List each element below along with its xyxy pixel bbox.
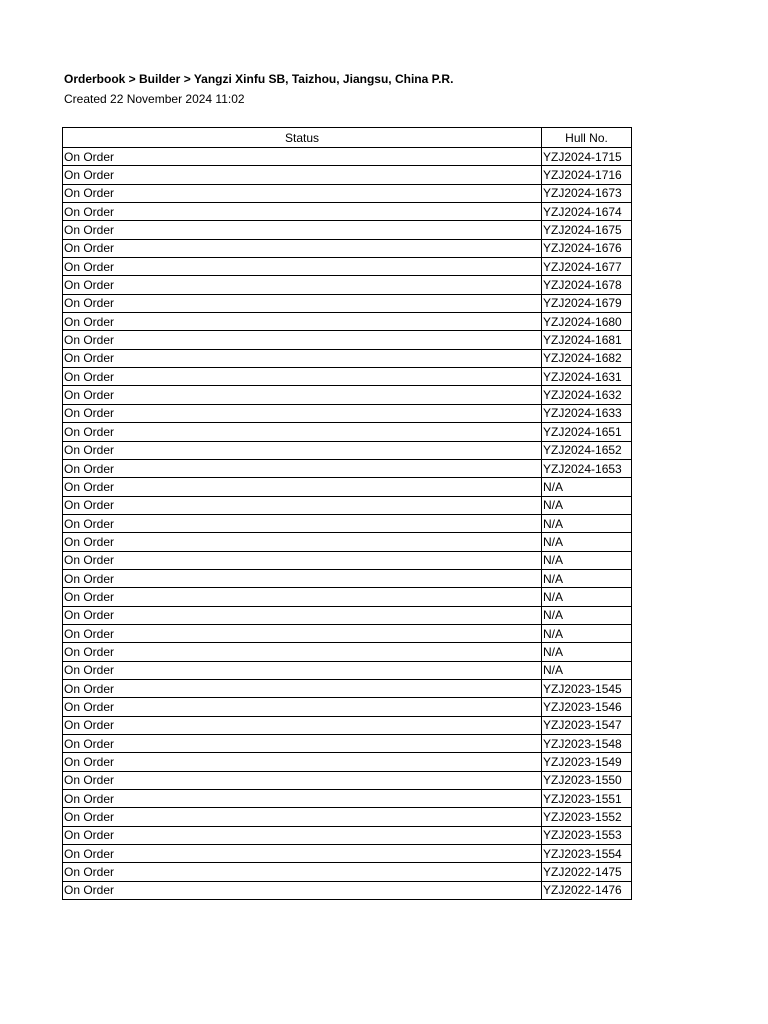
table-row [63,294,632,312]
hull-number-cell: N/A [542,514,632,532]
table-row [63,258,632,276]
hull-number-cell: YZJ2023-1547 [542,716,632,734]
status-cell: On Order [63,258,542,276]
hull-number-cell: YZJ2023-1549 [542,753,632,771]
table-row [63,441,632,459]
hull-number-cell: YZJ2024-1680 [542,313,632,331]
hull-number-cell: YZJ2023-1550 [542,771,632,789]
table-body [63,148,632,900]
hull-number-cell: YZJ2024-1673 [542,184,632,202]
table-row [63,386,632,404]
status-cell: On Order [63,569,542,587]
status-cell: On Order [63,698,542,716]
status-cell: On Order [63,496,542,514]
hull-number-cell: YZJ2023-1553 [542,826,632,844]
status-cell: On Order [63,606,542,624]
table-row [63,203,632,221]
hull-number-cell: YZJ2024-1653 [542,459,632,477]
table-row [63,459,632,477]
status-cell: On Order [63,349,542,367]
hull-number-cell: N/A [542,661,632,679]
table-row [63,221,632,239]
hull-number-cell: YZJ2024-1676 [542,239,632,257]
status-column-header: Status [63,128,542,148]
status-cell: On Order [63,423,542,441]
hull-number-cell: YZJ2024-1675 [542,221,632,239]
document-header [64,70,453,108]
table-row [63,790,632,808]
table-row [63,771,632,789]
hull-number-cell: YZJ2024-1632 [542,386,632,404]
created-timestamp: Created 22 November 2024 11:02 [64,92,245,106]
status-cell: On Order [63,735,542,753]
table-row [63,331,632,349]
status-cell: On Order [63,221,542,239]
hull-number-cell: YZJ2024-1679 [542,294,632,312]
hull-number-cell: YZJ2024-1631 [542,368,632,386]
table-row [63,588,632,606]
status-cell: On Order [63,294,542,312]
status-cell: On Order [63,386,542,404]
table-row [63,514,632,532]
hull-number-cell: YZJ2023-1551 [542,790,632,808]
status-cell: On Order [63,533,542,551]
hull-number-cell: N/A [542,551,632,569]
hull-number-cell: YZJ2022-1476 [542,881,632,899]
table-row [63,239,632,257]
status-cell: On Order [63,753,542,771]
status-cell: On Order [63,826,542,844]
table-row [63,679,632,697]
status-cell: On Order [63,276,542,294]
table-row [63,716,632,734]
hull-number-cell: YZJ2024-1674 [542,203,632,221]
table-row [63,551,632,569]
status-cell: On Order [63,679,542,697]
table-row [63,808,632,826]
status-cell: On Order [63,643,542,661]
hull-number-cell: N/A [542,533,632,551]
table-row [63,753,632,771]
table-row [63,368,632,386]
table-row [63,533,632,551]
table-row [63,313,632,331]
table-row [63,166,632,184]
breadcrumb-title: Orderbook > Builder > Yangzi Xinfu SB, Taizhou, Jiangsu, China P.R. [64,72,454,86]
hull-number-cell: YZJ2023-1545 [542,679,632,697]
status-cell: On Order [63,203,542,221]
status-cell: On Order [63,313,542,331]
status-cell: On Order [63,881,542,899]
hull-number-cell: YZJ2023-1554 [542,845,632,863]
hull-number-cell: N/A [542,478,632,496]
table-row [63,478,632,496]
status-cell: On Order [63,478,542,496]
status-cell: On Order [63,790,542,808]
table-row [63,881,632,899]
hull-number-cell: N/A [542,624,632,642]
status-cell: On Order [63,661,542,679]
table-row [63,624,632,642]
table-row [63,496,632,514]
table-row [63,148,632,166]
hull-column-header: Hull No. [542,128,632,148]
table-row [63,606,632,624]
table-row [63,276,632,294]
status-cell: On Order [63,148,542,166]
status-cell: On Order [63,184,542,202]
status-cell: On Order [63,808,542,826]
status-cell: On Order [63,459,542,477]
table-row [63,698,632,716]
table-row [63,184,632,202]
status-cell: On Order [63,331,542,349]
hull-number-cell: YZJ2024-1678 [542,276,632,294]
table-row [63,735,632,753]
table-row [63,863,632,881]
status-cell: On Order [63,441,542,459]
hull-number-cell: N/A [542,588,632,606]
hull-number-cell: YZJ2024-1716 [542,166,632,184]
hull-number-cell: YZJ2023-1548 [542,735,632,753]
hull-number-cell: YZJ2024-1651 [542,423,632,441]
table-row [63,845,632,863]
table-header-row [63,128,632,148]
status-cell: On Order [63,514,542,532]
hull-number-cell: N/A [542,496,632,514]
hull-number-cell: YZJ2024-1633 [542,404,632,422]
hull-number-cell: YZJ2024-1682 [542,349,632,367]
status-cell: On Order [63,845,542,863]
table-row [63,423,632,441]
hull-number-cell: N/A [542,606,632,624]
status-cell: On Order [63,551,542,569]
table-row [63,643,632,661]
hull-number-cell: YZJ2022-1475 [542,863,632,881]
table-row [63,661,632,679]
orderbook-table [62,127,632,900]
status-cell: On Order [63,624,542,642]
status-cell: On Order [63,716,542,734]
table-row [63,404,632,422]
hull-number-cell: YZJ2024-1677 [542,258,632,276]
hull-number-cell: N/A [542,569,632,587]
status-cell: On Order [63,239,542,257]
status-cell: On Order [63,404,542,422]
table-row [63,826,632,844]
status-cell: On Order [63,588,542,606]
status-cell: On Order [63,166,542,184]
hull-number-cell: YZJ2024-1715 [542,148,632,166]
hull-number-cell: YZJ2024-1681 [542,331,632,349]
status-cell: On Order [63,368,542,386]
status-cell: On Order [63,863,542,881]
status-cell: On Order [63,771,542,789]
hull-number-cell: YZJ2023-1552 [542,808,632,826]
table-row [63,569,632,587]
hull-number-cell: YZJ2023-1546 [542,698,632,716]
hull-number-cell: YZJ2024-1652 [542,441,632,459]
hull-number-cell: N/A [542,643,632,661]
table-row [63,349,632,367]
